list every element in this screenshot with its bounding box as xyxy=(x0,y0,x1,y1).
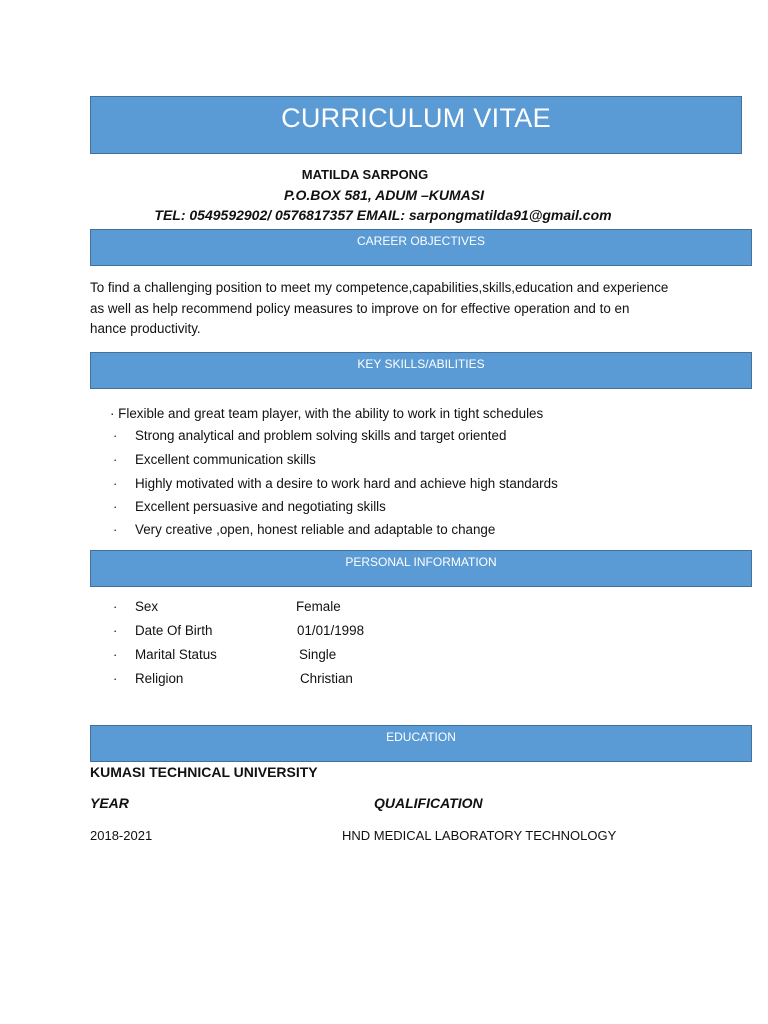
section-key-skills: KEY SKILLS/ABILITIES xyxy=(90,352,752,389)
bullet-icon: · xyxy=(113,522,118,537)
career-line: as well as help recommend policy measures to improve on for effective operation and to en xyxy=(90,300,630,316)
education-col-year: YEAR xyxy=(90,795,129,811)
skill-item: Strong analytical and problem solving skills and target oriented xyxy=(135,428,507,443)
education-school: KUMASI TECHNICAL UNIVERSITY xyxy=(90,764,318,780)
personal-label: Religion xyxy=(135,671,184,686)
bullet-icon: · xyxy=(113,599,118,614)
applicant-address: P.O.BOX 581, ADUM –KUMASI xyxy=(284,187,484,203)
skill-item: Very creative ,open, honest reliable and adaptable to change xyxy=(135,522,496,537)
bullet-icon: · xyxy=(113,671,118,686)
bullet-icon: · xyxy=(113,623,118,638)
section-personal-information: PERSONAL INFORMATION xyxy=(90,550,752,587)
document-title: CURRICULUM VITAE xyxy=(281,102,551,133)
personal-label: Date Of Birth xyxy=(135,623,213,638)
applicant-contact: TEL: 0549592902/ 0576817357 EMAIL: sarpongmatilda91@gmail.com xyxy=(154,207,612,223)
education-year: 2018-2021 xyxy=(90,828,153,843)
personal-value: 01/01/1998 xyxy=(297,623,365,638)
applicant-name: MATILDA SARPONG xyxy=(301,167,429,182)
section-career-objectives: CAREER OBJECTIVES xyxy=(90,229,752,266)
bullet-icon: · xyxy=(113,452,118,467)
bullet-icon: · xyxy=(113,428,118,443)
personal-label: Marital Status xyxy=(135,647,217,662)
personal-value: Christian xyxy=(300,671,353,686)
skill-item: Excellent communication skills xyxy=(135,452,316,467)
title-banner xyxy=(90,96,742,154)
skill-item: Excellent persuasive and negotiating skills xyxy=(135,499,386,514)
education-col-qualification: QUALIFICATION xyxy=(374,795,483,811)
career-objective-text xyxy=(90,278,710,340)
education-qualification: HND MEDICAL LABORATORY TECHNOLOGY xyxy=(342,828,617,843)
personal-value: Female xyxy=(296,599,341,614)
bullet-icon: · xyxy=(113,476,118,491)
skill-item: · Flexible and great team player, with the ability to work in tight schedules xyxy=(110,406,544,421)
bullet-icon: · xyxy=(113,499,118,514)
section-education: EDUCATION xyxy=(90,725,752,762)
skill-item: Highly motivated with a desire to work hard and achieve high standards xyxy=(135,476,558,491)
personal-label: Sex xyxy=(135,599,159,614)
career-line: hance productivity. xyxy=(90,321,201,336)
personal-value: Single xyxy=(299,647,337,662)
bullet-icon: · xyxy=(113,647,118,662)
career-line: To find a challenging position to meet my competence,capabilities,skills,education and experience xyxy=(90,280,669,295)
